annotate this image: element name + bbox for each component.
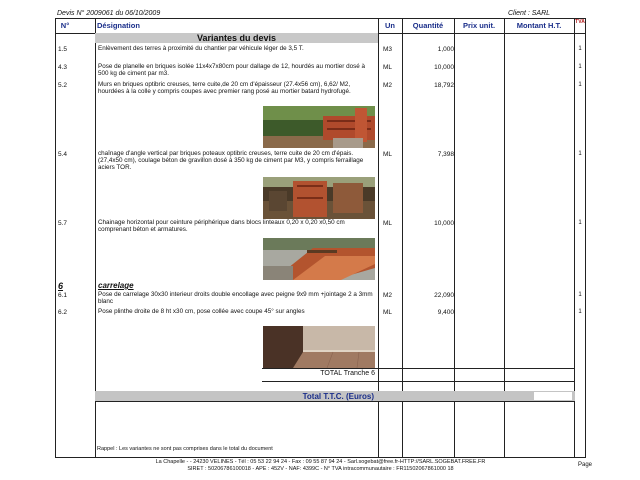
row-unit: ML bbox=[383, 64, 393, 71]
row-unit: M2 bbox=[383, 82, 393, 89]
tiled-floor-photo bbox=[263, 326, 375, 368]
footer-address: La Chapelle - - 24230 VELINES - Tél : 05 53 22 94 24 - Fax : 09 55 87 94 24 - Sarl.sogebat@free.fr-HTTP://SARL.SOGEBAT.FREE.FR bbox=[155, 459, 486, 465]
row-number: 5.2 bbox=[58, 82, 68, 89]
col-header-quantity: Quantité bbox=[412, 21, 444, 30]
row-tva: 1 bbox=[578, 220, 582, 226]
col-header-tva: TVA bbox=[575, 19, 585, 25]
total-ttc-label: Total T.T.C. (Euros) bbox=[302, 392, 374, 401]
page-label: Page bbox=[578, 462, 593, 468]
row-quantity: 10,000 bbox=[434, 220, 454, 227]
row-unit: M2 bbox=[383, 292, 393, 299]
row-description: Chainage horizontal pour ceinture périphérique dans blocs linteaux 0,20 x 0,20 x0,50 cm comprenant béton et armatures. bbox=[98, 219, 345, 233]
row-description: Murs en briques optibric creuses, terre cuite,de 20 cm d'épaisseur (27.4x56 cm), 6,62/ M2, hourdées à la colle y compris coupes avec premier rang posé au mortier batard hydrofugé. bbox=[98, 81, 351, 95]
row-quantity: 10,000 bbox=[434, 64, 454, 71]
row-number: 5.4 bbox=[58, 151, 68, 158]
row-number: 5.7 bbox=[58, 220, 68, 227]
col-header-amount: Montant H.T. bbox=[516, 21, 562, 30]
devis-number: Devis N° 2009061 du 06/10/2009 bbox=[57, 10, 161, 17]
row-unit: ML bbox=[383, 220, 393, 227]
total-ttc-value-box bbox=[534, 392, 572, 400]
total-divider bbox=[95, 401, 575, 402]
row-tva: 1 bbox=[578, 46, 582, 52]
footer-legal: SIRET : 50206786100018 - APE : 452V - NAF: 4399C - N° TVA intracommunautaire : FR11502067861000 18 bbox=[187, 466, 454, 472]
section-number: 6 bbox=[58, 281, 64, 291]
row-quantity: 18,792 bbox=[434, 82, 454, 89]
row-quantity: 9,400 bbox=[437, 309, 454, 316]
col-header-unit: Un bbox=[385, 21, 395, 30]
row-number: 1.5 bbox=[58, 46, 68, 53]
tranche-divider-top bbox=[262, 368, 574, 369]
tranche-total-label: TOTAL Tranche 6 bbox=[320, 370, 375, 377]
client-name: Client : SARL bbox=[508, 10, 551, 17]
row-unit: M3 bbox=[383, 46, 393, 53]
section-title-band: Variantes du devis bbox=[95, 33, 378, 43]
section-title: carrelage bbox=[98, 281, 134, 290]
row-quantity: 1,000 bbox=[437, 46, 454, 53]
lintel-blocks-photo bbox=[263, 238, 375, 280]
row-tva: 1 bbox=[578, 309, 582, 315]
row-quantity: 22,090 bbox=[434, 292, 454, 299]
col-header-num: N° bbox=[60, 21, 70, 30]
row-description: chaînage d'angle vertical par briques poteaux optibric creuses, terre cuite de 20 cm d'épais. (27,4x50 cm), coulage béton de gravillon dosé à 350 kg de ciment par M3, y compris ferraillage aciers TOR. bbox=[98, 150, 364, 171]
row-tva: 1 bbox=[578, 151, 582, 157]
row-quantity: 7,398 bbox=[437, 151, 454, 158]
row-number: 6.2 bbox=[58, 309, 68, 316]
variants-note: Rappel : Les variantes ne sont pas comprises dans le total du document bbox=[97, 446, 273, 452]
row-description: Pose de planelle en briques isolée 11x4x7x80cm pour dallage de 12, hourdés au mortier dosé à 500 kg de ciment par m3. bbox=[98, 63, 365, 77]
row-unit: ML bbox=[383, 151, 393, 158]
row-unit: ML bbox=[383, 309, 393, 316]
col-header-unit-price: Prix unit. bbox=[462, 21, 496, 30]
brick-wall-photo bbox=[263, 106, 375, 148]
row-description: Pose de carrelage 30x30 interieur droits double encollage avec peigne 9x9 mm +jointage 2 a 3mm blanc bbox=[98, 291, 373, 305]
row-tva: 1 bbox=[578, 64, 582, 70]
row-tva: 1 bbox=[578, 292, 582, 298]
row-tva: 1 bbox=[578, 82, 582, 88]
corner-post-photo bbox=[263, 177, 375, 219]
col-header-designation: Désignation bbox=[97, 21, 140, 30]
row-description: Enlèvement des terres à proximité du chantier par véhicule léger de 3,5 T. bbox=[98, 45, 304, 52]
row-number: 6.1 bbox=[58, 292, 68, 299]
tranche-divider-bottom bbox=[262, 381, 574, 382]
row-number: 4.3 bbox=[58, 64, 68, 71]
row-description: Pose plinthe droite de 8 ht x30 cm, pose collée avec coupe 45° sur angles bbox=[98, 308, 305, 315]
